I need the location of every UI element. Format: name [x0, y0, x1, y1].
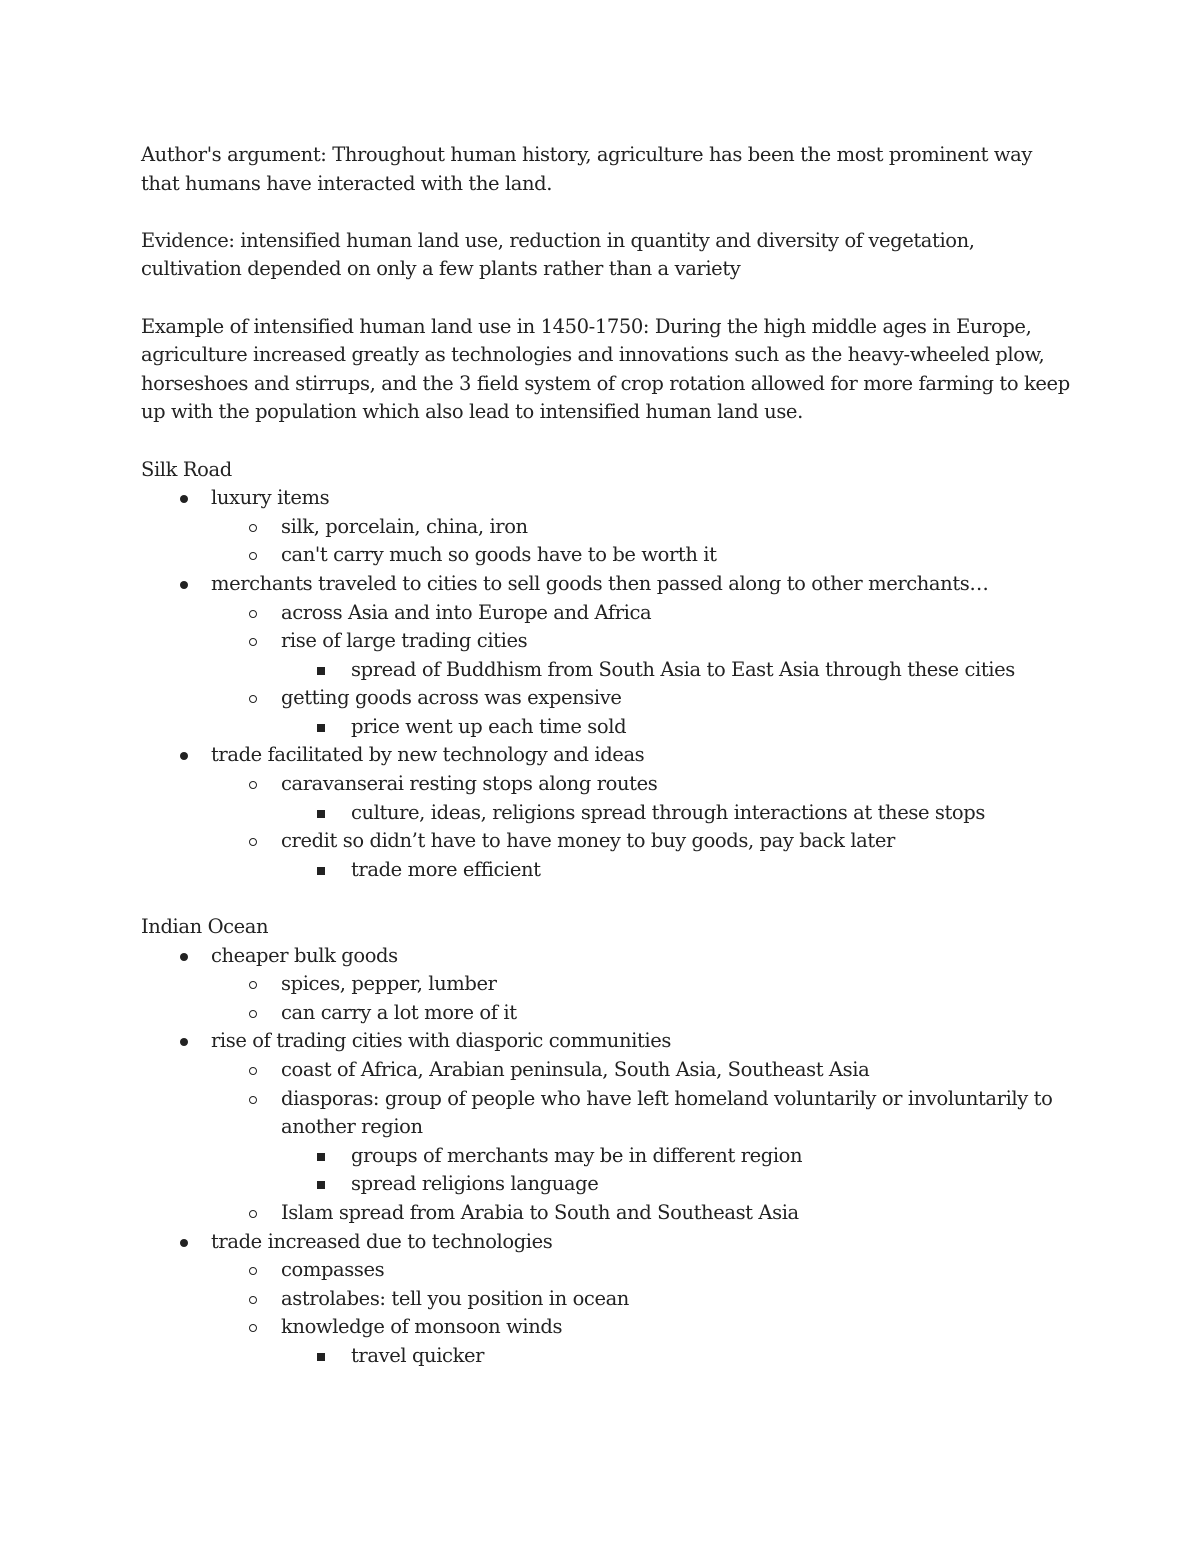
list-item [211, 599, 1071, 628]
bullet-circle-icon [247, 1313, 261, 1342]
list-item-text: trade increased due to technologies [211, 1229, 553, 1253]
list-item [281, 1342, 1071, 1371]
list-item-text: travel quicker [351, 1343, 485, 1367]
list-item [281, 856, 1071, 885]
bullet-circle-icon [247, 1199, 261, 1228]
list-item-text: can't carry much so goods have to be worth it [281, 543, 717, 567]
indian-ocean-list [141, 942, 1071, 1371]
list-item [211, 827, 1071, 884]
list-item [211, 770, 1071, 827]
bullet-square-icon [315, 656, 329, 685]
list-item [281, 1170, 1071, 1199]
bullet-square-icon [315, 856, 329, 885]
bullet-circle-icon [247, 627, 261, 656]
list-item-text: trade facilitated by new technology and ideas [211, 743, 645, 767]
list-item-text: cheaper bulk goods [211, 943, 398, 967]
list-item-text: trade more efficient [351, 857, 541, 881]
list-item [281, 713, 1071, 742]
list-item-text: coast of Africa, Arabian peninsula, South Asia, Southeast Asia [281, 1058, 870, 1081]
list-item-text: price went up each time sold [351, 714, 627, 738]
bullet-circle-icon [247, 1056, 261, 1085]
bullet-square-icon [315, 713, 329, 742]
list-item-text: Islam spread from Arabia to South and Southeast Asia [281, 1200, 799, 1224]
list-item [141, 1228, 1071, 1371]
list-item-text: can carry a lot more of it [281, 1000, 517, 1024]
sub-list [211, 599, 1071, 742]
bullet-square-icon [315, 799, 329, 828]
bullet-circle-icon [247, 599, 261, 628]
list-item [211, 1256, 1071, 1285]
list-item-text: culture, ideas, religions spread through interactions at these stops [351, 800, 985, 824]
bullet-circle-icon [247, 541, 261, 570]
bullet-dot-icon [177, 942, 191, 971]
bullet-dot-icon [177, 1027, 191, 1056]
bullet-dot-icon [177, 1228, 191, 1257]
bullet-square-icon [315, 1170, 329, 1199]
list-item-text: merchants traveled to cities to sell goods then passed along to other merchants… [211, 571, 989, 595]
list-item [141, 1027, 1071, 1227]
bullet-circle-icon [247, 827, 261, 856]
indian-ocean-heading: Indian Ocean [141, 915, 269, 939]
bullet-dot-icon [177, 484, 191, 513]
bullet-square-icon [315, 1142, 329, 1171]
list-item [211, 541, 1071, 570]
list-item-text: spices, pepper, lumber [281, 972, 497, 996]
list-item-text: getting goods across was expensive [281, 686, 622, 710]
list-item [211, 1085, 1071, 1199]
list-item [211, 513, 1071, 542]
list-item [211, 1313, 1071, 1370]
list-item [281, 799, 1071, 828]
sub-list [281, 713, 1071, 742]
list-item [211, 1199, 1071, 1228]
list-item [141, 741, 1071, 884]
bullet-circle-icon [247, 1256, 261, 1285]
list-item-text: astrolabes: tell you position in ocean [281, 1286, 629, 1310]
list-item [211, 1056, 1071, 1085]
list-item-text: credit so didn’t have to have money to buy goods, pay back later [281, 829, 895, 853]
list-item-text: caravanserai resting stops along routes [281, 772, 658, 796]
sub-list [281, 656, 1071, 685]
bullet-circle-icon [247, 770, 261, 799]
list-item-text: across Asia and into Europe and Africa [281, 600, 652, 624]
sub-list [211, 1056, 1071, 1228]
list-item [281, 656, 1071, 685]
list-item-text: rise of large trading cities [281, 629, 528, 653]
list-item-text: spread of Buddhism from South Asia to East Asia through these cities [351, 657, 1015, 681]
document-page [141, 141, 1071, 1399]
list-item [211, 627, 1071, 684]
sub-list [211, 970, 1071, 1027]
sub-list [281, 799, 1071, 828]
sub-list [281, 1142, 1071, 1199]
silk-road-list [141, 484, 1071, 884]
bullet-dot-icon [177, 741, 191, 770]
author-argument: Author's argument: Throughout human history, agriculture has been the most prominent way that humans have interacted with the land. [141, 143, 1032, 195]
bullet-circle-icon [247, 684, 261, 713]
sub-list [211, 513, 1071, 570]
list-item-text: spread religions language [351, 1172, 599, 1196]
list-item-text: groups of merchants may be in different region [351, 1143, 803, 1167]
list-item-text: knowledge of monsoon winds [281, 1315, 563, 1339]
list-item [141, 570, 1071, 742]
bullet-circle-icon [247, 1085, 261, 1114]
list-item [141, 484, 1071, 570]
bullet-circle-icon [247, 513, 261, 542]
list-item [211, 999, 1071, 1028]
example-paragraph: Example of intensified human land use in 1450-1750: During the high middle ages in Europe, agriculture increased greatly as technologies and innovations such as the heavy-wheeled plow, horseshoes and stirrups, and the 3 field system of crop rotation allowed for more farming to keep up with the population which also lead to intensified human land use. [141, 314, 1070, 424]
sub-list [211, 1256, 1071, 1370]
sub-list [281, 856, 1071, 885]
sub-list [211, 770, 1071, 884]
list-item [211, 1285, 1071, 1314]
list-item [281, 1142, 1071, 1171]
list-item-text: compasses [281, 1258, 385, 1282]
bullet-circle-icon [247, 1285, 261, 1314]
bullet-square-icon [315, 1342, 329, 1371]
list-item [211, 684, 1071, 741]
silk-road-section [141, 456, 1071, 885]
bullet-circle-icon [247, 970, 261, 999]
evidence-paragraph: Evidence: intensified human land use, reduction in quantity and diversity of vegetation, cultivation depended on only a few plants rather than a variety [141, 228, 975, 281]
list-item [141, 942, 1071, 1028]
bullet-dot-icon [177, 570, 191, 599]
list-item-text: luxury items [211, 486, 330, 510]
list-item-text: diasporas: group of people who have left homeland voluntarily or involuntarily to another region [281, 1086, 1053, 1139]
list-item-text: silk, porcelain, china, iron [281, 514, 528, 538]
sub-list [281, 1342, 1071, 1371]
silk-road-heading: Silk Road [141, 457, 232, 481]
list-item-text: rise of trading cities with diasporic communities [211, 1029, 671, 1053]
bullet-circle-icon [247, 999, 261, 1028]
indian-ocean-section [141, 913, 1071, 1371]
list-item [211, 970, 1071, 999]
